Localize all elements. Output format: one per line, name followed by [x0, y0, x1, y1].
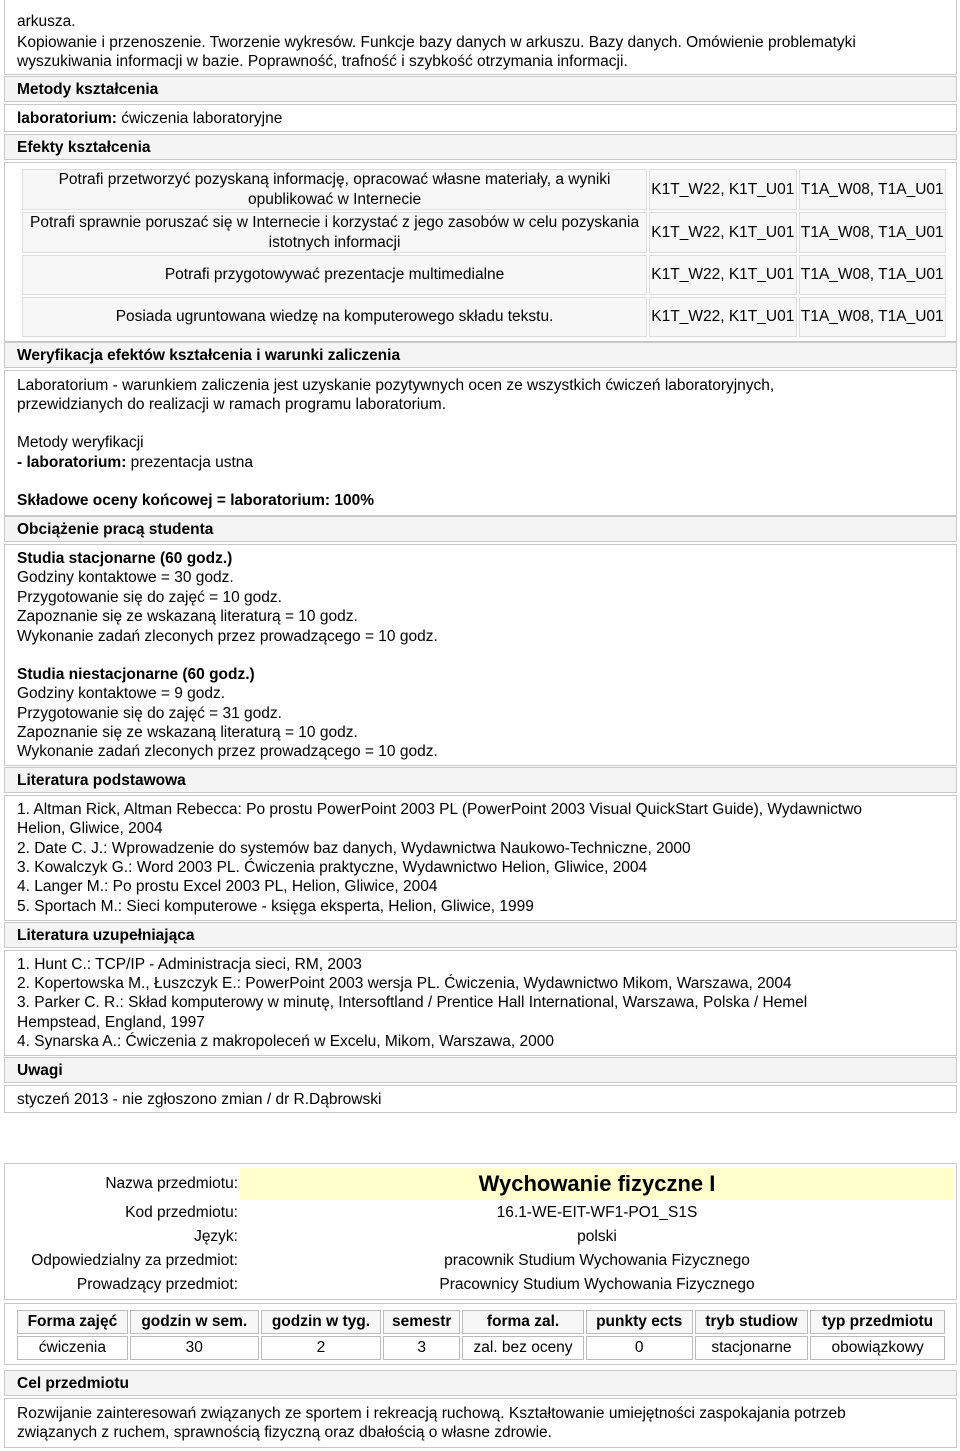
table-header-row	[17, 1310, 945, 1334]
verification-methods-value: prezentacja ustna	[126, 454, 254, 471]
literature-basic-block	[4, 795, 957, 921]
table-row	[7, 1168, 954, 1200]
workload-part-title: Studia niestacjonarne (60 godz.)	[17, 666, 255, 683]
notes-text: styczeń 2013 - nie zgłoszono zmian / dr R.Dąbrowski	[17, 1091, 382, 1108]
section-title: Efekty kształcenia	[17, 139, 151, 156]
course-name-label: Nazwa przedmiotu:	[105, 1175, 238, 1192]
table-cell: zal. bez oceny	[462, 1336, 583, 1360]
column-header: semestr	[383, 1310, 460, 1334]
forms-block	[4, 1303, 957, 1365]
section-title: Weryfikacja efektów kształcenia i warunki zaliczenia	[17, 347, 401, 364]
content-block-top	[4, 0, 957, 75]
literature-item: 5. Sportach M.: Sieci komputerowe - księga eksperta, Helion, Gliwice, 1999	[17, 898, 534, 915]
column-header: Forma zajęć	[17, 1310, 128, 1334]
methods-label: laboratorium:	[17, 110, 117, 127]
section-header-methods	[4, 76, 957, 102]
workload-line: Wykonanie zadań zleconych przez prowadzącego = 10 godz.	[17, 628, 438, 645]
column-header: forma zal.	[462, 1310, 583, 1334]
section-title: Cel przedmiotu	[17, 1375, 129, 1392]
verification-methods-label: - laboratorium:	[17, 454, 127, 471]
course-code-label: Kod przedmiotu:	[125, 1204, 238, 1221]
table-row	[7, 1202, 954, 1224]
section-header-workload	[4, 516, 957, 542]
table-row	[22, 297, 946, 337]
course-lead-label: Prowadzący przedmiot:	[76, 1276, 238, 1293]
table-cell: 2	[261, 1336, 381, 1360]
literature-item: 1. Altman Rick, Altman Rebecca: Po prostu PowerPoint 2003 PL (PowerPoint 2003 Visual QuickStart Guide), Wydawnictwo	[17, 801, 863, 818]
goal-line: związanych z ruchem, sprawnością fizyczną oraz dbałością o własne zdrowie.	[17, 1424, 552, 1441]
effect-k: K1T_W22, K1T_U01	[649, 255, 796, 295]
content-line: wyszukiwania informacji w bazie. Poprawność, trafność i szybkość otrzymania informacji.	[17, 53, 628, 70]
literature-item: 4. Synarska A.: Ćwiczenia z makropoleceń w Excelu, Mikom, Warszawa, 2000	[17, 1033, 554, 1050]
section-title: Literatura uzupełniająca	[17, 927, 195, 944]
literature-item: Hempstead, England, 1997	[17, 1014, 205, 1031]
effects-table	[20, 167, 948, 339]
verification-line: przewidzianych do realizacji w ramach programu laboratorium.	[17, 396, 447, 413]
effect-desc: Potrafi sprawnie poruszać się w Internecie i korzystać z jego zasobów w celu pozyskania istotnych informacji	[22, 212, 647, 253]
column-header: punkty ects	[586, 1310, 693, 1334]
final-grade: Składowe oceny końcowej = laboratorium: 100%	[17, 492, 375, 509]
effect-t: T1A_W08, T1A_U01	[799, 212, 946, 253]
effect-k: K1T_W22, K1T_U01	[649, 297, 796, 337]
methods-block	[4, 104, 957, 132]
table-row	[22, 212, 946, 253]
verification-block	[4, 370, 957, 516]
effect-t: T1A_W08, T1A_U01	[799, 297, 946, 337]
workload-line: Zapoznanie się ze wskazaną literaturą = 10 godz.	[17, 608, 358, 625]
content-line: arkusza.	[17, 13, 76, 30]
course-code: 16.1-WE-EIT-WF1-PO1_S1S	[496, 1204, 698, 1221]
verification-line: Laboratorium - warunkiem zaliczenia jest uzyskanie pozytywnych ocen ze wszystkich ćwiczeń laboratoryjnych,	[17, 377, 775, 394]
literature-item: 2. Date C. J.: Wprowadzenie do systemów baz danych, Wydawnictwa Naukowo-Techniczne, 2000	[17, 840, 691, 857]
table-row	[7, 1250, 954, 1272]
table-cell: ćwiczenia	[17, 1336, 128, 1360]
workload-line: Zapoznanie się ze wskazaną literaturą = 10 godz.	[17, 724, 358, 741]
workload-line: Wykonanie zadań zleconych przez prowadzącego = 10 godz.	[17, 743, 438, 760]
course-resp: pracownik Studium Wychowania Fizycznego	[444, 1252, 750, 1269]
literature-extra-block	[4, 950, 957, 1056]
section-title: Uwagi	[17, 1062, 63, 1079]
table-cell: 0	[586, 1336, 693, 1360]
forms-table	[15, 1308, 947, 1362]
table-row	[7, 1226, 954, 1248]
literature-item: 3. Kowalczyk G.: Word 2003 PL. Ćwiczenia praktyczne, Wydawnictwo Helion, Gliwice, 2004	[17, 859, 648, 876]
column-header: godzin w sem.	[130, 1310, 259, 1334]
table-cell: obowiązkowy	[810, 1336, 945, 1360]
section-header-verification	[4, 342, 957, 368]
workload-line: Godziny kontaktowe = 9 godz.	[17, 685, 226, 702]
workload-full-title: Studia stacjonarne (60 godz.)	[17, 550, 233, 567]
goal-line: Rozwijanie zainteresowań związanych ze sportem i rekreacją ruchową. Kształtowanie umiejętności zaspokajania potrzeb	[17, 1405, 846, 1422]
table-row	[7, 1274, 954, 1296]
course-name: Wychowanie fizyczne I	[240, 1168, 954, 1200]
content-line: Kopiowanie i przenoszenie. Tworzenie wykresów. Funkcje bazy danych w arkuszu. Bazy danych. Omówienie problematyki	[17, 34, 856, 51]
effect-desc: Posiada ugruntowana wiedzę na komputerowego składu tekstu.	[22, 297, 647, 337]
workload-line: Przygotowanie się do zajęć = 31 godz.	[17, 705, 282, 722]
effect-desc: Potrafi przetworzyć pozyskaną informację, opracować własne materiały, a wyniki opublikować w Internecie	[22, 169, 647, 210]
section-header-literature-extra	[4, 922, 957, 948]
column-header: tryb studiow	[695, 1310, 809, 1334]
section-header-effects	[4, 134, 957, 160]
literature-item: Helion, Gliwice, 2004	[17, 820, 163, 837]
effect-desc: Potrafi przygotowywać prezentacje multimedialne	[22, 255, 647, 295]
section-header-literature-basic	[4, 767, 957, 793]
effect-k: K1T_W22, K1T_U01	[649, 212, 796, 253]
literature-item: 3. Parker C. R.: Skład komputerowy w minutę, Intersoftland / Prentice Hall International, Warszawa, Polska / Hemel	[17, 994, 808, 1011]
course-lang: polski	[577, 1228, 617, 1245]
section-header-notes	[4, 1057, 957, 1083]
literature-item: 1. Hunt C.: TCP/IP - Administracja sieci, RM, 2003	[17, 956, 362, 973]
workload-line: Przygotowanie się do zajęć = 10 godz.	[17, 589, 282, 606]
table-cell: stacjonarne	[695, 1336, 809, 1360]
course-info-table	[5, 1166, 956, 1298]
effect-t: T1A_W08, T1A_U01	[799, 255, 946, 295]
literature-item: 4. Langer M.: Po prostu Excel 2003 PL, Helion, Gliwice, 2004	[17, 878, 438, 895]
methods-text	[17, 109, 282, 129]
literature-item: 2. Kopertowska M., Łuszczyk E.: PowerPoint 2003 wersja PL. Ćwiczenia, Wydawnictwo Mikom, Warszawa, 2004	[17, 975, 792, 992]
course-lead: Pracownicy Studium Wychowania Fizycznego	[439, 1276, 755, 1293]
effect-k: K1T_W22, K1T_U01	[649, 169, 796, 210]
section-title: Obciążenie pracą studenta	[17, 521, 214, 538]
course-resp-label: Odpowiedzialny za przedmiot:	[31, 1252, 238, 1269]
course-lang-label: Język:	[194, 1228, 238, 1245]
table-row	[22, 169, 946, 210]
notes-block	[4, 1085, 957, 1113]
table-row	[17, 1336, 945, 1360]
column-header: typ przedmiotu	[810, 1310, 945, 1334]
column-header: godzin w tyg.	[261, 1310, 381, 1334]
workload-block	[4, 544, 957, 766]
verification-methods	[17, 453, 253, 473]
effect-t: T1A_W08, T1A_U01	[799, 169, 946, 210]
verification-methods-title: Metody weryfikacji	[17, 434, 144, 451]
table-cell: 3	[383, 1336, 460, 1360]
course-info-block	[4, 1163, 957, 1300]
goal-block	[4, 1398, 957, 1448]
section-title: Literatura podstawowa	[17, 772, 186, 789]
table-row	[22, 255, 946, 295]
section-title: Metody kształcenia	[17, 81, 159, 98]
section-header-goal	[4, 1370, 957, 1396]
table-cell: 30	[130, 1336, 259, 1360]
effects-block	[4, 162, 957, 342]
methods-value: ćwiczenia laboratoryjne	[116, 110, 283, 127]
workload-line: Godziny kontaktowe = 30 godz.	[17, 569, 234, 586]
